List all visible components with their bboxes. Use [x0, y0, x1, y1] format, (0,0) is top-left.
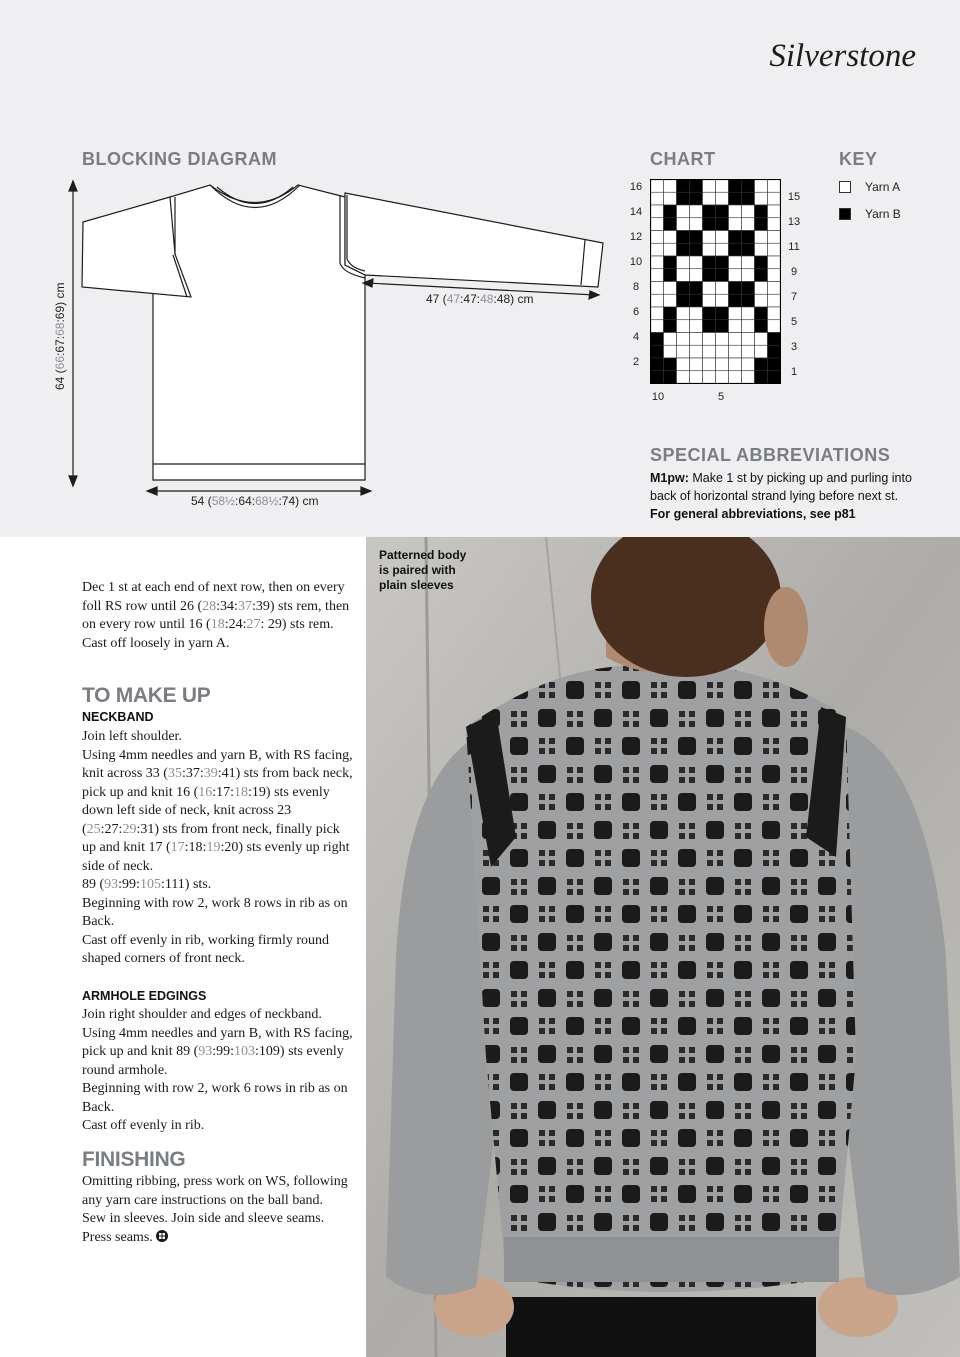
to-make-up-heading: TO MAKE UP: [82, 684, 211, 707]
chart-cell: [690, 192, 703, 205]
armhole-edgings-text: Join right shoulder and edges of neckband. Using 4mm needles and yarn B, with RS facing, pick up and knit 89 (93:99:103:109) sts evenly round armhole. Beginning with row 2, work 6 rows in rib as on Back. Cast off evenly in rib.: [82, 1007, 353, 1133]
chart-cell: [651, 345, 664, 358]
right-sleeve: [345, 193, 603, 287]
chart-cell: [729, 345, 742, 358]
chart-cell: [729, 218, 742, 231]
chart-cell: [690, 256, 703, 269]
chart-cell: [664, 282, 677, 295]
chart-cell: [690, 358, 703, 371]
chart-row-label: 5: [790, 316, 798, 328]
sleeve-arrow-right: [589, 291, 599, 299]
chart-cell: [690, 282, 703, 295]
chart-cell: [677, 294, 690, 307]
chart-cell: [755, 180, 768, 193]
chart-cell: [729, 333, 742, 346]
chart-cell: [716, 243, 729, 256]
chart-cell: [690, 371, 703, 384]
chart-cell: [690, 294, 703, 307]
chart-cell: [768, 371, 781, 384]
chart-cell: [768, 243, 781, 256]
chart-row-label: 3: [790, 341, 798, 353]
chart-cell: [677, 307, 690, 320]
length-measurement: 64 (66:67:68:69) cm: [53, 282, 67, 390]
chart-cell: [742, 243, 755, 256]
chart-cell: [755, 333, 768, 346]
finishing-text: Omitting ribbing, press work on WS, following any yarn care instructions on the ball band. Sew in sleeves. Join side and sleeve seams. Press seams.: [82, 1174, 348, 1245]
chart-row-label: 8: [632, 281, 640, 293]
chart-cell: [755, 282, 768, 295]
neckband-heading: NECKBAND: [82, 710, 154, 724]
chart-cell: [703, 205, 716, 218]
chart-cell: [651, 320, 664, 333]
page-title: Silverstone: [769, 38, 916, 74]
chart-cell: [690, 243, 703, 256]
chart-cell: [690, 231, 703, 244]
chart-cell: [768, 345, 781, 358]
chart-row-label: 6: [632, 306, 640, 318]
chart-cell: [664, 345, 677, 358]
chart-cell: [729, 282, 742, 295]
yarn-b-label: Yarn B: [865, 207, 901, 221]
chart-cell: [664, 320, 677, 333]
chart-cell: [729, 358, 742, 371]
chart-cell: [690, 320, 703, 333]
chart-cell: [768, 294, 781, 307]
chart-cell: [664, 192, 677, 205]
chart-row-label: 7: [790, 291, 798, 303]
chart-cell: [742, 320, 755, 333]
chart-cell: [703, 320, 716, 333]
chart-cell: [677, 231, 690, 244]
chart-cell: [742, 294, 755, 307]
chart-cell: [664, 294, 677, 307]
chart-cell: [729, 180, 742, 193]
chart-cell: [742, 256, 755, 269]
chart-cell: [755, 192, 768, 205]
chart-cell: [703, 231, 716, 244]
chart-cell: [651, 269, 664, 282]
chart-cell: [664, 358, 677, 371]
chart-cell: [716, 192, 729, 205]
chart-cell: [755, 231, 768, 244]
chart-cell: [703, 333, 716, 346]
chart-cell: [716, 333, 729, 346]
chart-cell: [664, 205, 677, 218]
yarn-a-label: Yarn A: [865, 180, 901, 194]
chart-cell: [716, 256, 729, 269]
chart-cell: [690, 269, 703, 282]
chart-cell: [716, 180, 729, 193]
chart-cell: [677, 371, 690, 384]
abbreviations-text: M1pw: Make 1 st by picking up and purling into back of horizontal strand lying before next st. For general abbreviations, see p81: [650, 471, 912, 521]
chart-cell: [677, 180, 690, 193]
chart-cell: [703, 269, 716, 282]
chart-cell: [651, 205, 664, 218]
chart-cell: [690, 218, 703, 231]
chart-cell: [742, 180, 755, 193]
chart-row-label: 10: [629, 256, 643, 268]
chart-row-label: 9: [790, 266, 798, 278]
chart-cell: [703, 294, 716, 307]
chart-cell: [677, 345, 690, 358]
chart-cell: [755, 320, 768, 333]
chart-cell: [742, 269, 755, 282]
chart-row-label: 2: [632, 356, 640, 368]
chart-cell: [755, 358, 768, 371]
chart-cell: [716, 371, 729, 384]
chart-cell: [677, 358, 690, 371]
chart-column-label: 5: [717, 391, 725, 403]
chart-cell: [703, 358, 716, 371]
chart-cell: [690, 333, 703, 346]
chart-row-label: 4: [632, 331, 640, 343]
chart-cell: [651, 192, 664, 205]
chart-cell: [664, 269, 677, 282]
chart-cell: [651, 333, 664, 346]
chart-cell: [651, 243, 664, 256]
chart-cell: [768, 192, 781, 205]
chart-cell: [677, 256, 690, 269]
chart-row-label: 14: [629, 206, 643, 218]
chart-cell: [651, 256, 664, 269]
chart-row-label: 13: [787, 216, 801, 228]
neckband-text: Join left shoulder. Using 4mm needles and yarn B, with RS facing, knit across 33 (35:37:39:41) sts from back neck, pick up and knit 16 (16:17:18:19) sts evenly down left side of neck, knit across 23 (25:27:29:31) sts from front neck, finally pick up and knit 17 (17:18:19:20) sts evenly up right side of neck. 89 (93:99:105:111) sts. Beginning with row 2, work 8 rows in rib as on Back. Cast off evenly in rib, working firmly round shaped corners of front neck.: [82, 729, 353, 966]
chart-row-label: 16: [629, 181, 643, 193]
chart-cell: [742, 345, 755, 358]
key-heading: KEY: [839, 149, 878, 169]
chart-cell: [768, 358, 781, 371]
chart-cell: [677, 243, 690, 256]
chart-cell: [677, 192, 690, 205]
chart-cell: [651, 371, 664, 384]
chart-cell: [677, 320, 690, 333]
chart-cell: [677, 269, 690, 282]
chart-cell: [755, 218, 768, 231]
chart-cell: [716, 231, 729, 244]
chart-cell: [768, 180, 781, 193]
chart-cell: [716, 218, 729, 231]
chart-cell: [664, 180, 677, 193]
chart-cell: [664, 243, 677, 256]
chart-cell: [677, 333, 690, 346]
chart-cell: [664, 307, 677, 320]
chart-cell: [716, 345, 729, 358]
chart-cell: [729, 192, 742, 205]
chart-cell: [768, 269, 781, 282]
chart-cell: [690, 205, 703, 218]
chart-cell: [755, 307, 768, 320]
chart-cell: [768, 205, 781, 218]
chart-cell: [729, 231, 742, 244]
chart-cell: [703, 243, 716, 256]
chart-cell: [664, 218, 677, 231]
width-measurement: 54 (58½:64:68½:74) cm: [191, 494, 319, 508]
chart-cell: [664, 256, 677, 269]
chart-row-label: 12: [629, 231, 643, 243]
photo-caption: Patterned body is paired with plain sleeves: [379, 548, 467, 592]
chart-cell: [729, 269, 742, 282]
chart-cell: [729, 205, 742, 218]
chart-row-label: 11: [788, 241, 800, 253]
sleeve-measurement: 47 (47:47:48:48) cm: [426, 292, 534, 306]
chart-cell: [664, 231, 677, 244]
blocking-diagram-heading: BLOCKING DIAGRAM: [82, 149, 277, 169]
intro-text: Dec 1 st at each end of next row, then on every foll RS row until 26 (28:34:37:39) sts rem, then on every row until 16 (18:24:27: 29) sts rem. Cast off loosely in yarn A.: [82, 580, 350, 651]
chart-cell: [716, 320, 729, 333]
chart-cell: [703, 371, 716, 384]
chart-cell: [768, 333, 781, 346]
chart-cell: [677, 218, 690, 231]
chart-cell: [651, 282, 664, 295]
yarn-b-swatch: [839, 208, 851, 220]
chart-cell: [755, 345, 768, 358]
chart-cell: [768, 320, 781, 333]
chart-cell: [755, 205, 768, 218]
chart-cell: [703, 282, 716, 295]
chart-cell: [716, 307, 729, 320]
armhole-edgings-heading: ARMHOLE EDGINGS: [82, 989, 207, 1003]
width-arrow-left: [147, 487, 157, 495]
body-outline: [153, 185, 365, 480]
chart-cell: [742, 218, 755, 231]
chart-cell: [755, 371, 768, 384]
chart-cell: [651, 180, 664, 193]
chart-cell: [742, 371, 755, 384]
chart-cell: [690, 345, 703, 358]
chart-cell: [742, 205, 755, 218]
model-photo: [366, 537, 960, 1357]
chart-cell: [651, 294, 664, 307]
chart-cell: [651, 358, 664, 371]
chart-cell: [729, 243, 742, 256]
chart-cell: [690, 180, 703, 193]
chart-cell: [703, 256, 716, 269]
chart-cell: [755, 269, 768, 282]
chart-cell: [651, 218, 664, 231]
chart-cell: [768, 231, 781, 244]
chart-cell: [768, 282, 781, 295]
chart-cell: [703, 307, 716, 320]
chart-cell: [742, 307, 755, 320]
chart-cell: [742, 333, 755, 346]
colourwork-chart: [650, 179, 781, 384]
chart-cell: [729, 256, 742, 269]
abbreviations-heading: SPECIAL ABBREVIATIONS: [650, 445, 891, 465]
end-mark-icon: [156, 1230, 168, 1242]
finishing-heading: FINISHING: [82, 1148, 186, 1171]
chart-cell: [677, 205, 690, 218]
general-abbreviations-link: For general abbreviations, see p81: [650, 507, 856, 521]
chart-cell: [664, 333, 677, 346]
width-arrow-right: [361, 487, 371, 495]
chart-cell: [729, 294, 742, 307]
key-yarn-b: [839, 207, 901, 221]
chart-column-label: 10: [651, 391, 665, 403]
chart-cell: [755, 243, 768, 256]
chart-cell: [755, 256, 768, 269]
chart-cell: [703, 218, 716, 231]
chart-cell: [664, 371, 677, 384]
length-arrow-bottom: [69, 476, 77, 486]
chart-cell: [768, 307, 781, 320]
chart-cell: [742, 231, 755, 244]
chart-cell: [768, 218, 781, 231]
chart-cell: [742, 282, 755, 295]
chart-cell: [716, 269, 729, 282]
chart-cell: [716, 282, 729, 295]
chart-cell: [729, 371, 742, 384]
chart-cell: [729, 320, 742, 333]
chart-cell: [716, 294, 729, 307]
chart-cell: [677, 282, 690, 295]
chart-cell: [703, 345, 716, 358]
chart-heading: CHART: [650, 149, 716, 169]
blocking-diagram: [55, 175, 615, 500]
chart-cell: [729, 307, 742, 320]
chart-cell: [703, 192, 716, 205]
chart-row-label: 15: [787, 191, 801, 203]
chart-row-label: 1: [790, 366, 798, 378]
yarn-a-swatch: [839, 181, 851, 193]
chart-cell: [651, 307, 664, 320]
chart-cell: [768, 256, 781, 269]
length-arrow-top: [69, 181, 77, 191]
chart-cell: [690, 307, 703, 320]
chart-cell: [742, 358, 755, 371]
sweater-photo-illustration: [366, 537, 960, 1357]
chart-cell: [742, 192, 755, 205]
chart-cell: [755, 294, 768, 307]
chart-cell: [716, 205, 729, 218]
chart-cell: [651, 231, 664, 244]
key-yarn-a: [839, 180, 900, 194]
chart-cell: [703, 180, 716, 193]
chart-cell: [716, 358, 729, 371]
